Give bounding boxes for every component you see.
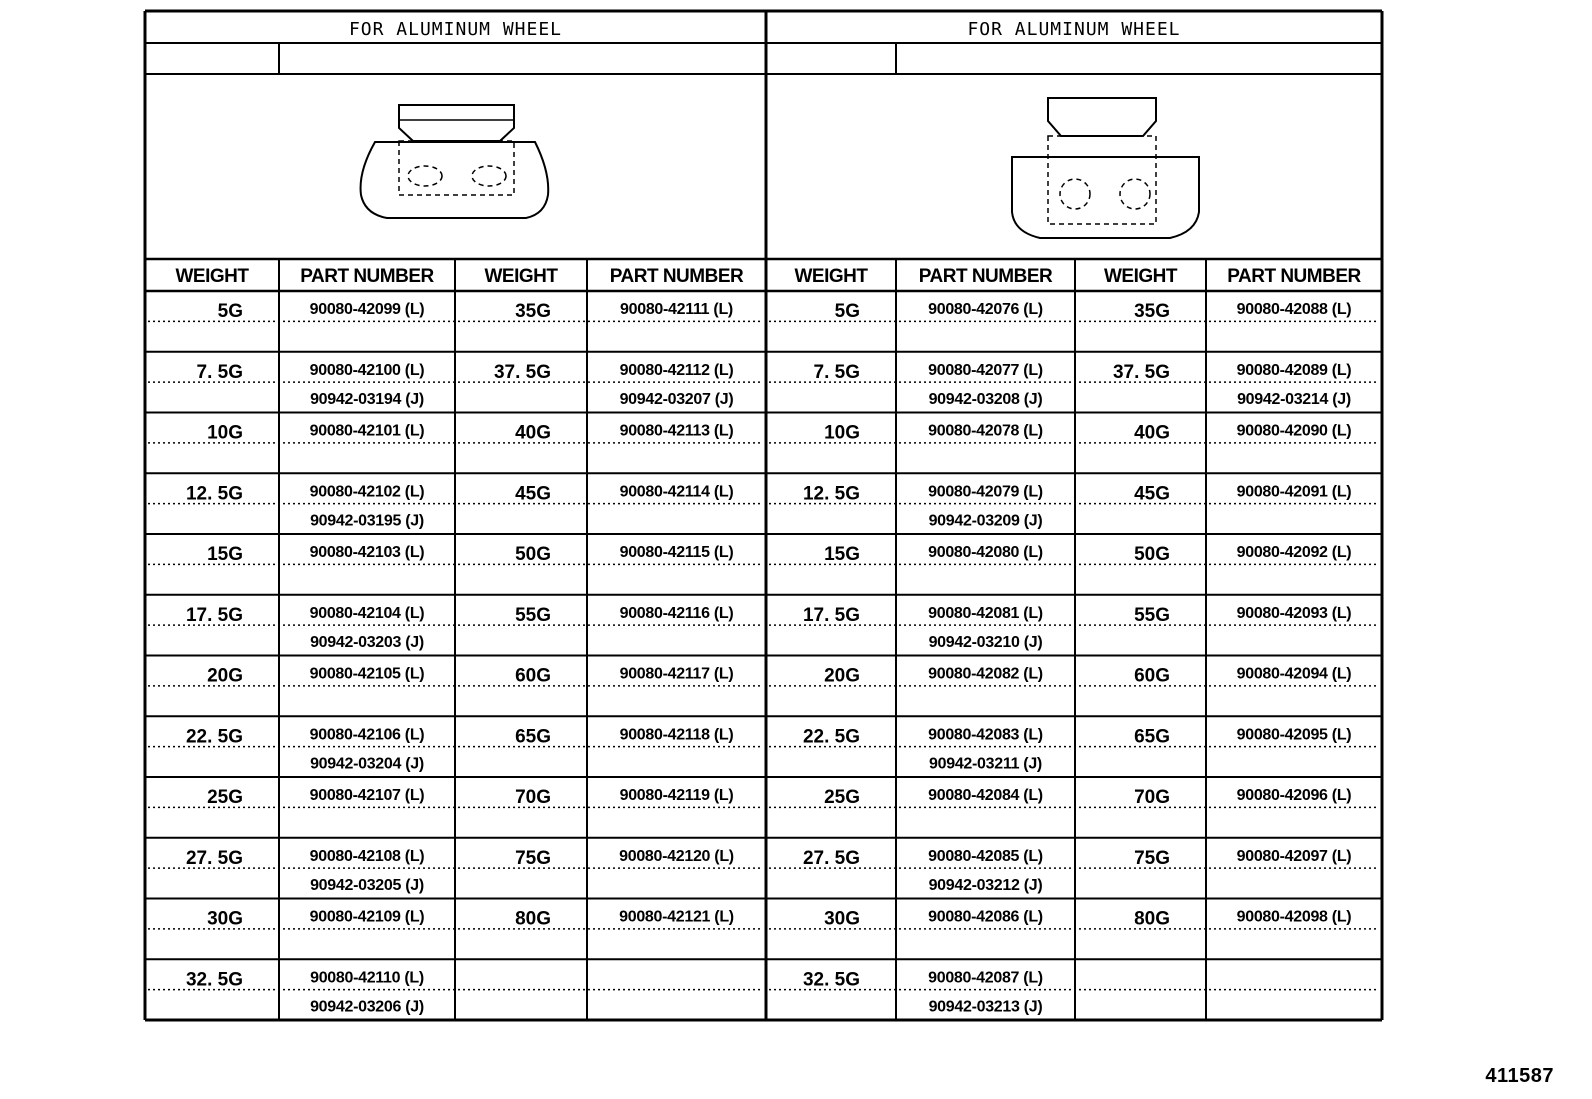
part-number: 90942-03207 (J) [619, 390, 734, 408]
weight-value: 60G [1134, 665, 1170, 687]
column-header: WEIGHT [1104, 266, 1177, 287]
part-number: 90080-42091 (L) [1236, 483, 1352, 501]
part-number: 90942-03211 (J) [929, 755, 1042, 773]
weight-value: 70G [1134, 787, 1170, 808]
part-number: 90942-03212 (J) [928, 876, 1043, 894]
part-number: 90942-03209 (J) [928, 512, 1043, 530]
part-number: 90080-42120 (L) [619, 847, 734, 865]
part-number: 90942-03205 (J) [310, 876, 424, 894]
weight-value: 40G [1134, 422, 1170, 444]
weight-value: 22. 5G [802, 726, 860, 748]
weight-value: 40G [515, 422, 551, 444]
weight-value: 50G [515, 544, 551, 565]
part-number: 90942-03204 (J) [310, 755, 424, 773]
weight-value: 55G [1134, 604, 1170, 626]
part-number: 90942-03203 (J) [310, 633, 424, 651]
part-number: 90080-42083 (L) [928, 726, 1043, 744]
weight-value: 37. 5G [493, 361, 551, 383]
part-number: 90080-42102 (L) [309, 483, 425, 501]
part-number: 90080-42093 (L) [1236, 604, 1352, 622]
document-id: 411587 [1485, 1065, 1554, 1087]
weight-value: 10G [824, 422, 860, 444]
weight-value: 30G [207, 908, 243, 930]
weight-value: 80G [1134, 908, 1170, 930]
part-number: 90080-42112 (L) [619, 361, 734, 379]
part-number: 90080-42089 (L) [1236, 361, 1352, 379]
weight-value: 32. 5G [802, 969, 860, 991]
weight-value: 75G [515, 847, 551, 869]
weight-value: 30G [824, 908, 860, 930]
weight-value: 20G [824, 665, 860, 687]
weight-value: 50G [1134, 544, 1170, 565]
part-number: 90080-42103 (L) [309, 544, 425, 561]
part-number: 90080-42084 (L) [928, 787, 1043, 804]
part-number: 90080-42098 (L) [1236, 908, 1352, 926]
weight-value: 12. 5G [185, 483, 243, 505]
weight-value: 5G [217, 301, 243, 322]
part-number: 90942-03208 (J) [928, 390, 1043, 408]
weight-value: 25G [207, 787, 243, 808]
part-number: 90080-42086 (L) [928, 908, 1043, 926]
part-number: 90080-42085 (L) [928, 847, 1043, 865]
part-number: 90942-03206 (J) [310, 998, 424, 1016]
column-header: PART NUMBER [300, 266, 434, 287]
weight-value: 35G [1134, 301, 1170, 322]
part-number: 90080-42101 (L) [309, 422, 425, 440]
part-number: 90080-42107 (L) [309, 787, 425, 804]
part-number: 90080-42118 (L) [619, 726, 734, 744]
part-number: 90942-03214 (J) [1237, 390, 1351, 408]
weight-value: 65G [1134, 726, 1170, 748]
weight-value: 5G [834, 301, 860, 322]
column-header: PART NUMBER [609, 266, 744, 287]
balance-weight-illustration-adhesive-type [1012, 98, 1199, 238]
part-number: 90080-42108 (L) [309, 847, 425, 865]
weight-value: 80G [515, 908, 551, 930]
weight-value: 60G [515, 665, 551, 687]
part-number: 90942-03194 (J) [310, 390, 424, 408]
part-number: 90080-42082 (L) [928, 665, 1043, 683]
part-number: 90080-42104 (L) [309, 604, 425, 622]
weight-value: 37. 5G [1112, 361, 1170, 383]
part-number: 90080-42078 (L) [928, 422, 1043, 440]
weight-value: 27. 5G [802, 847, 860, 869]
part-number: 90080-42095 (L) [1236, 726, 1352, 744]
weight-value: 25G [824, 787, 860, 808]
weight-value: 32. 5G [185, 969, 243, 991]
column-header: PART NUMBER [918, 266, 1053, 287]
table-text-layer [176, 19, 1362, 1015]
part-number: 90080-42087 (L) [928, 969, 1043, 987]
part-number: 90942-03195 (J) [310, 512, 424, 530]
part-number: 90080-42090 (L) [1236, 422, 1352, 440]
part-number: 90080-42110 (L) [310, 969, 424, 987]
part-number: 90080-42097 (L) [1236, 847, 1352, 865]
weight-value: 35G [515, 301, 551, 322]
weight-value: 27. 5G [185, 847, 243, 869]
column-header: WEIGHT [175, 266, 249, 287]
weight-value: 10G [207, 422, 243, 444]
column-header: WEIGHT [484, 266, 558, 287]
weight-value: 45G [515, 483, 551, 505]
weight-value: 15G [824, 544, 860, 565]
part-number: 90080-42076 (L) [928, 301, 1043, 318]
part-number: 90942-03213 (J) [928, 998, 1043, 1016]
part-number: 90080-42105 (L) [309, 665, 425, 683]
part-number: 90080-42113 (L) [619, 422, 734, 440]
weight-value: 7. 5G [196, 361, 243, 383]
part-number: 90080-42116 (L) [619, 604, 734, 622]
part-number: 90080-42100 (L) [309, 361, 425, 379]
column-header: PART NUMBER [1227, 266, 1361, 287]
weight-value: 20G [207, 665, 243, 687]
part-number: 90080-42099 (L) [309, 301, 425, 318]
part-number: 90080-42114 (L) [619, 483, 734, 501]
weight-value: 17. 5G [185, 604, 243, 626]
part-number: 90080-42077 (L) [928, 361, 1043, 379]
part-number: 90080-42094 (L) [1236, 665, 1352, 683]
part-number: 90080-42117 (L) [619, 665, 734, 683]
panel-header: FOR ALUMINUM WHEEL [348, 19, 563, 40]
panel-header: FOR ALUMINUM WHEEL [967, 19, 1181, 40]
part-number: 90080-42119 (L) [619, 787, 734, 804]
weight-value: 12. 5G [802, 483, 860, 505]
part-number: 90080-42079 (L) [928, 483, 1043, 501]
part-number: 90080-42121 (L) [619, 908, 734, 926]
weight-value: 55G [515, 604, 551, 626]
part-number: 90080-42092 (L) [1236, 544, 1352, 561]
weight-value: 70G [515, 787, 551, 808]
column-header: WEIGHT [794, 266, 868, 287]
weight-value: 65G [515, 726, 551, 748]
balance-weight-illustration-clip-type [361, 105, 549, 218]
weight-value: 15G [207, 544, 243, 565]
part-number: 90080-42111 (L) [620, 301, 733, 318]
weight-value: 75G [1134, 847, 1170, 869]
part-number: 90942-03210 (J) [928, 633, 1043, 651]
weight-value: 17. 5G [802, 604, 860, 626]
part-number: 90080-42088 (L) [1236, 301, 1352, 318]
part-number: 90080-42115 (L) [619, 544, 734, 561]
part-number: 90080-42109 (L) [309, 908, 425, 926]
part-number: 90080-42080 (L) [928, 544, 1043, 561]
weight-value: 7. 5G [813, 361, 860, 383]
part-number: 90080-42096 (L) [1236, 787, 1352, 804]
weight-value: 45G [1134, 483, 1170, 505]
part-number: 90080-42081 (L) [928, 604, 1043, 622]
weight-value: 22. 5G [185, 726, 243, 748]
part-number: 90080-42106 (L) [309, 726, 425, 744]
